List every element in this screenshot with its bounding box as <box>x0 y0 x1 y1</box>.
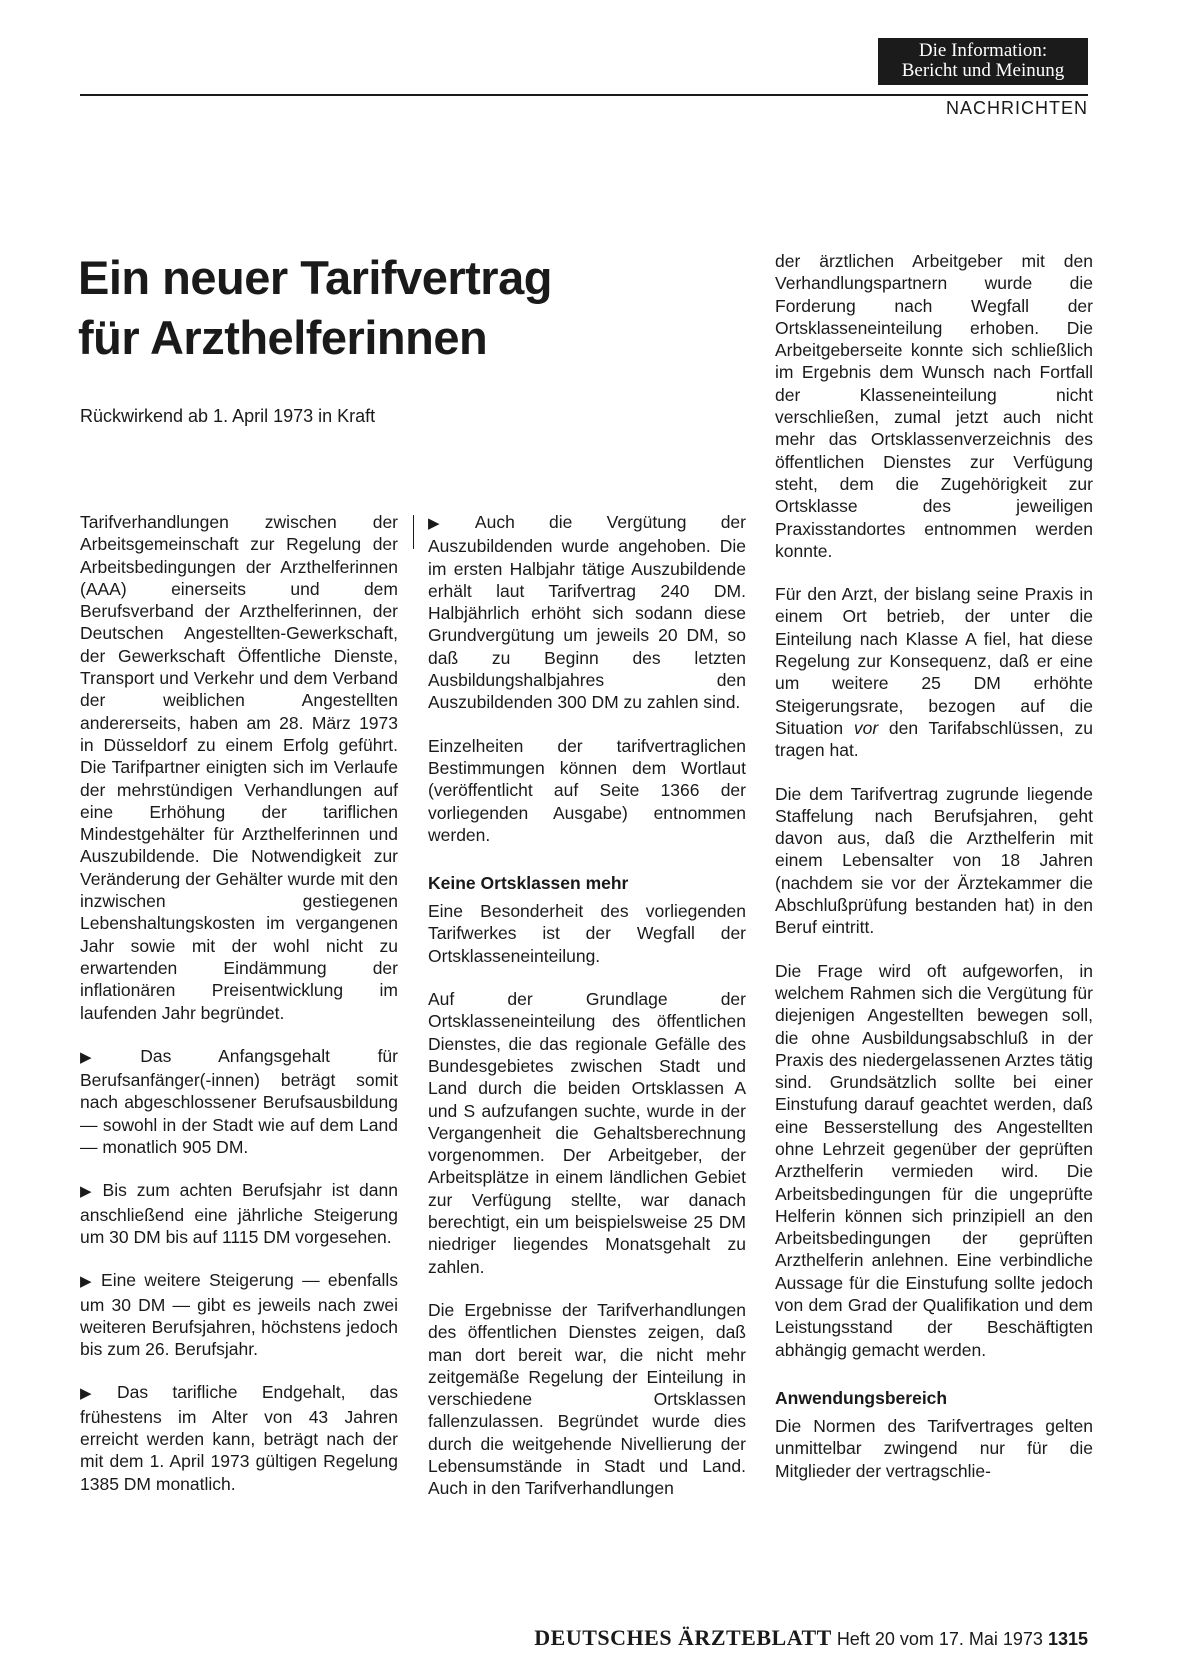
bullet-text: Bis zum achten Berufsjahr ist dann anschließend eine jährliche Steigerung um 30 DM bis auf 1115 DM vorgesehen. <box>80 1180 398 1247</box>
paragraph: Einzelheiten der tarifvertraglichen Bestimmungen können dem Wortlaut (veröffentlicht auf Seite 1366 der vorliegenden Ausgabe) entnommen werden. <box>428 735 746 845</box>
column-2 <box>428 511 746 1521</box>
journal-name: DEUTSCHES ÄRZTEBLATT <box>534 1625 832 1650</box>
bullet-triangle-icon: ▶ <box>428 515 469 532</box>
page-number: 1315 <box>1047 1629 1088 1649</box>
bullet-paragraph <box>80 1269 398 1360</box>
bullet-text: Das Anfangsgehalt für Berufsanfänger(-innen) beträgt somit nach abgeschlossener Berufsausbildung — sowohl in der Stadt wie auf dem Land — monatlich 905 DM. <box>80 1045 398 1158</box>
column-1 <box>80 511 398 1516</box>
section-label: NACHRICHTEN <box>945 98 1088 118</box>
paragraph <box>775 583 1093 761</box>
emphasis-text: vor <box>853 717 879 738</box>
bullet-paragraph <box>80 1381 398 1494</box>
subheading-ortsklassen: Keine Ortsklassen mehr <box>428 873 629 894</box>
badge-line-2: Bericht und Meinung <box>901 60 1065 81</box>
bullet-triangle-icon: ▶ <box>80 1273 96 1291</box>
page-footer <box>0 1625 1088 1651</box>
bullet-paragraph <box>80 1179 398 1248</box>
paragraph: Die Frage wird oft aufgeworfen, in welchem Rahmen sich die Vergütung für diejenigen Angestellten bewegen soll, die ohne Ausbildungsabschluß in der Praxis des niedergelassenen Arztes tätig sind. Grundsätzlich sollte bei einer Einstufung darauf geachtet werden, daß eine Besserstellung des Angestellten ohne Lehrzeit gegenüber der geprüften Arzthelferin vermieden wird. Die Arbeitsbedingungen für die ungeprüfte Helferin können sich prinzipiell an den Arbeitsbedingungen der geprüften Arzthelferin anlehnen. Eine verbindliche Aussage für die Einstufung sollte jedoch von dem Grad der Qualifikation und dem Leistungsstand der Beschäftigten abhängig gemacht werden. <box>775 960 1093 1360</box>
subheading-anwendungsbereich: Anwendungsbereich <box>775 1387 948 1408</box>
paragraph: Eine Besonderheit des vorliegenden Tarifwerkes ist der Wegfall der Ortsklasseneinteilung. <box>428 901 746 966</box>
title-line-1: Ein neuer Tarifvertrag <box>78 251 552 304</box>
paragraph: Tarifverhandlungen zwischen der Arbeitsgemeinschaft zur Regelung der Arbeitsbedingungen der Arzthelferinnen (AAA) einerseits und dem Berufsverband der Arzthelferinnen, der Deutschen Angestellten-Gewerkschaft, der Gewerkschaft Öffentliche Dienste, Transport und Verkehr und dem Verband der weiblichen Angestellten andererseits, haben am 28. März 1973 in Düsseldorf zu einem Erfolg geführt. Die Tarifpartner einigten sich im Verlaufe der mehrstündigen Verhandlungen auf eine Erhöhung der tariflichen Mindestgehälter für Arzthelferinnen und Auszubildende. Die Notwendigkeit zur Veränderung der Gehälter wurde mit den inzwischen gestiegenen Lebenshaltungskosten im vergangenen Jahr sowie mit der wohl nicht zu erwartenden Eindämmung der inflationären Preisentwicklung im laufenden Jahr begründet. <box>80 512 398 1023</box>
header-rule <box>80 94 1088 96</box>
bullet-triangle-icon: ▶ <box>80 1385 111 1403</box>
paragraph: der ärztlichen Arbeitgeber mit den Verhandlungspartnern wurde die Forderung nach Wegfall der Ortsklasseneinteilung erhoben. Die Arbeitgeberseite konnte sich schließlich im Ergebnis dem Wunsch nach Fortfall der Klasseneinteilung nicht verschließen, zumal jetzt auch nicht mehr das Ortsklassenverzeichnis des öffentlichen Dienstes zur Verfügung steht, dem die Zugehörigkeit zur Ortsklasse des jeweiligen Praxisstandortes entnommen werden konnte. <box>775 251 1093 561</box>
bullet-text: Eine weitere Steigerung — ebenfalls um 30 DM — gibt es jeweils nach zwei weiteren Berufsjahren, höchstens jedoch bis zum 26. Berufsjahr. <box>80 1270 398 1360</box>
bullet-paragraph <box>428 511 746 714</box>
paragraph: Auf der Grundlage der Ortsklasseneinteilung des öffentlichen Dienstes, die das regionale Gefälle des Bundesgebietes zwischen Stadt und Land durch die beiden Ortsklassen A und S aufzufangen suchte, wurde in der Vergangenheit die Gehaltsberechnung vorgenommen. Der Arbeitgeber, der Arbeitsplätze in einem ländlichen Gebiet zur Verfügung stellte, war danach berechtigt, ein um beispielsweise 25 DM niedriger liegendes Monatsgehalt zu zahlen. <box>428 989 746 1277</box>
text-run: den Tarifabschlüssen, zu tragen hat. <box>775 717 1093 761</box>
section-badge <box>878 38 1088 85</box>
bullet-paragraph <box>80 1045 398 1158</box>
badge-line-1: Die Information: <box>918 40 1048 61</box>
bullet-triangle-icon: ▶ <box>80 1048 135 1066</box>
article-title <box>78 248 698 368</box>
article-subtitle: Rückwirkend ab 1. April 1973 in Kraft <box>80 406 376 426</box>
bullet-text: Auch die Vergütung der Auszubildenden wurde angehoben. Die im ersten Halbjahr tätige Auszubildende erhält laut Tarifvertrag 240 DM. Halbjährlich erhöht sich sodann diese Grundvergütung um jeweils 20 DM, so daß zu Beginn des letzten Ausbildungshalbjahres den Auszubildenden 300 DM zu zahlen sind. <box>428 512 746 713</box>
title-line-2: für Arzthelferinnen <box>78 311 488 364</box>
text-run: Für den Arzt, der bislang seine Praxis in einem Ort betrieb, der unter die Einteilung nach Klasse A fiel, hat diese Regelung zur Konsequenz, daß er eine um weitere 25 DM erhöhte Steigerungsrate, bezogen auf die Situation <box>775 584 1093 738</box>
issue-info: Heft 20 vom 17. Mai 1973 <box>836 1629 1043 1649</box>
paragraph: Die Normen des Tarifvertrages gelten unmittelbar zwingend nur für die Mitglieder der vertragschlie- <box>775 1415 1093 1481</box>
bullet-triangle-icon: ▶ <box>80 1183 97 1201</box>
paragraph: Die dem Tarifvertrag zugrunde liegende Staffelung nach Berufsjahren, geht davon aus, daß die Arzthelferin mit einem Lebensalter von 18 Jahren (nachdem sie vor der Ärztekammer die Abschlußprüfung bestanden hat) in den Beruf eintritt. <box>775 783 1093 938</box>
column-divider <box>413 515 414 549</box>
bullet-text: Das tarifliche Endgehalt, das frühestens im Alter von 43 Jahren erreicht werden kann, beträgt nach der mit dem 1. April 1973 gültigen Regelung 1385 DM monatlich. <box>80 1382 398 1494</box>
column-3 <box>775 250 1093 1503</box>
paragraph: Die Ergebnisse der Tarifverhandlungen des öffentlichen Dienstes zeigen, daß man dort bereit war, die nicht mehr zeitgemäße Regelung der Einteilung in verschiedene Ortsklassen fallenzulassen. Begründet wurde dies durch die weitgehende Nivellierung der Lebensumstände in Stadt und Land. Auch in den Tarifverhandlungen <box>428 1299 746 1499</box>
